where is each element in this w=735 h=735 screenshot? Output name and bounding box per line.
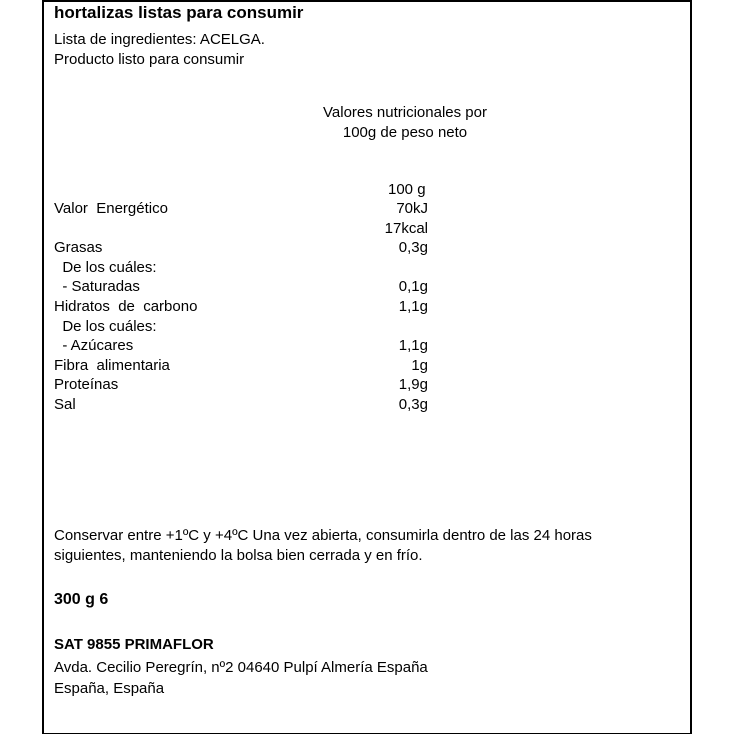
nutrition-row-label: Hidratos de carbono — [54, 298, 198, 315]
nutrition-heading-line1: Valores nutricionales por — [323, 104, 487, 121]
nutrition-row-label: Grasas — [54, 239, 103, 257]
company-country: España, España — [54, 680, 165, 697]
storage-line-2: siguientes, manteniendo la bolsa bien cerrada y en frío. — [54, 547, 423, 564]
nutrition-row-label: - Azúcares — [54, 337, 134, 355]
company-name: SAT 9855 PRIMAFLOR — [54, 636, 214, 653]
nutrition-row-value: 1,9g — [398, 376, 428, 394]
storage-line-1: Conservar entre +1ºC y +4ºC Una vez abierta, consumirla dentro de las 24 horas — [54, 527, 592, 544]
nutrition-row-label: Fibra alimentaria — [54, 356, 170, 374]
nutrition-row-value: 0,3g — [398, 239, 428, 257]
nutrition-row-value: 0,3g — [398, 396, 428, 413]
nutrition-row-label: De los cuáles: — [54, 317, 157, 335]
company-address: Avda. Cecilio Peregrín, nº2 04640 Pulpí Almería España — [54, 659, 428, 676]
nutrition-row-value: 0,1g — [398, 278, 428, 296]
nutrition-row-label: - Saturadas — [54, 278, 140, 296]
nutrition-per-header: 100 g — [388, 181, 426, 198]
nutrition-row-value: 1,1g — [398, 337, 428, 355]
nutrition-row-value: 17kcal — [384, 219, 428, 237]
nutrition-row-value: 70kJ — [396, 200, 428, 217]
nutrition-row-label: De los cuáles: — [54, 258, 157, 276]
nutrition-row-value: 1g — [411, 356, 428, 374]
ready-to-eat-note: Producto listo para consumir — [54, 51, 245, 68]
nutrition-heading-line2: 100g de peso neto — [342, 124, 468, 141]
nutrition-row-label: Proteínas — [54, 376, 119, 394]
nutrition-row-label: Sal — [54, 396, 76, 413]
net-weight: 300 g 6 — [54, 591, 109, 608]
product-title: hortalizas listas para consumir — [54, 3, 304, 22]
nutrition-row-label: Valor Energético — [54, 200, 168, 217]
ingredients-list: Lista de ingredientes: ACELGA. — [54, 31, 265, 48]
nutrition-row-value: 1,1g — [398, 298, 428, 315]
